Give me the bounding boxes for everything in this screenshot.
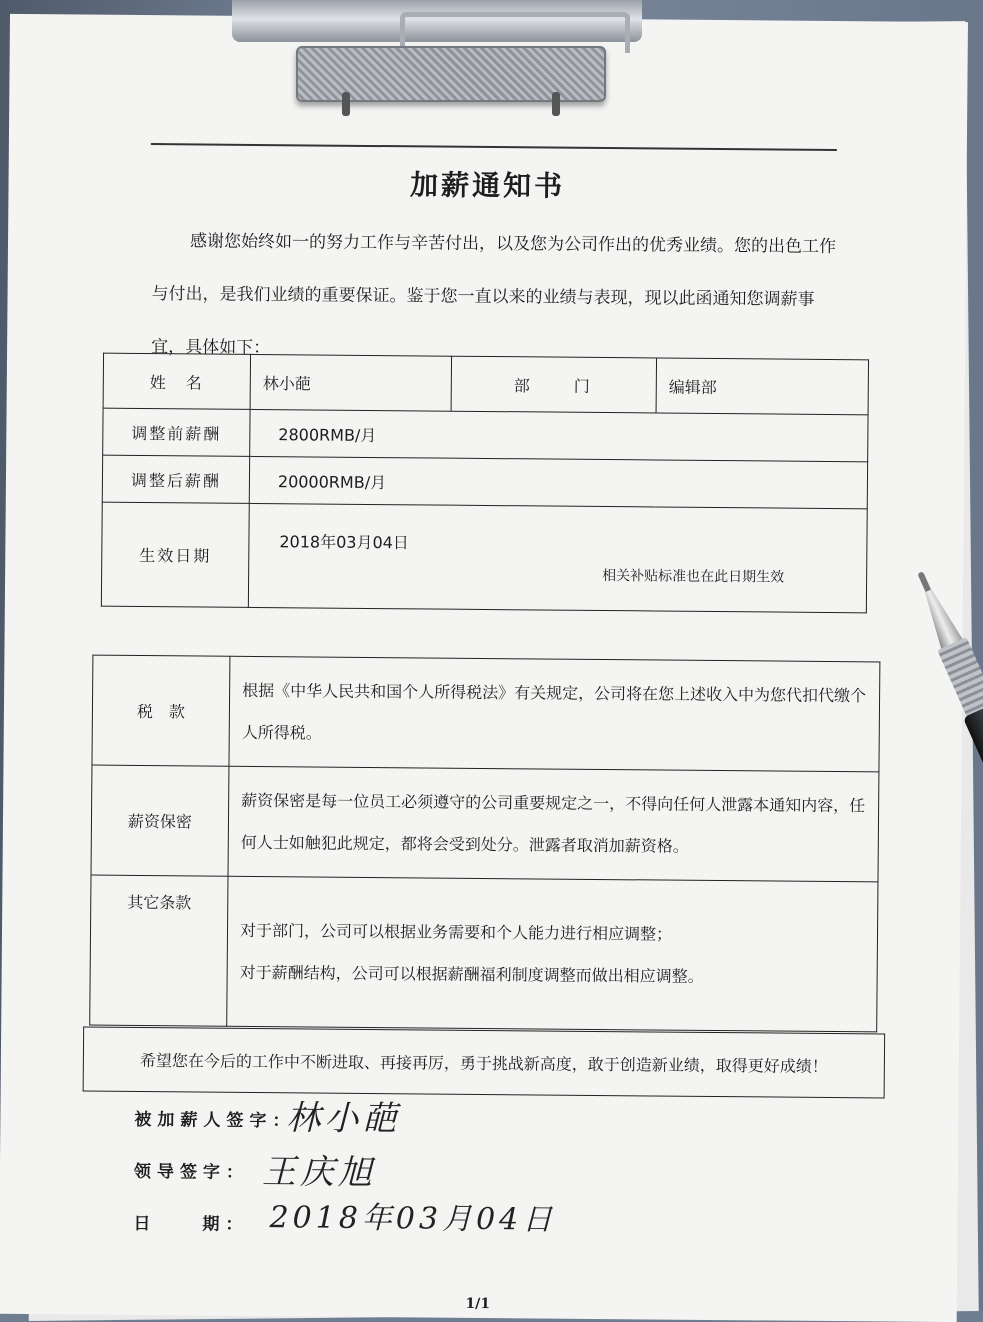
table-row [83,1027,885,1098]
terms-table [89,655,880,1033]
table-row [101,502,867,613]
before-label: 调整前薪酬 [103,408,250,456]
leader-signature: 王庆旭 [261,1152,377,1194]
intro-text: 感谢您始终如一的努力工作与辛苦付出，以及您为公司作出的优秀业绩。您的出色工作与付出，是我们业绩的重要保证。鉴于您一直以来的业绩与表现，现以此函通知您调薪事宜，具体如下： [151,231,837,359]
dept-value: 编辑部 [656,358,868,415]
before-value: 2800RMB/月 [250,409,868,461]
tax-text: 根据《中华人民共和国个人所得税法》有关规定，公司将在您上述收入中为您代扣代缴个人所得税。 [229,656,880,772]
secret-label: 薪资保密 [91,765,229,876]
closing-box [83,1026,886,1098]
table-row [103,353,868,415]
after-label: 调整后薪酬 [102,455,249,503]
other-label: 其它条款 [90,875,228,1026]
table-row [102,455,867,509]
date-label: 生效日期 [101,502,249,607]
table-row [91,765,879,882]
header-rule [151,143,837,151]
tax-label: 税 款 [92,655,230,766]
other-line-1: 对于部门，公司可以根据业务需要和个人能力进行相应调整； [239,920,673,944]
date-sign-label: 日 期： [133,1213,249,1235]
secret-text: 薪资保密是每一位员工必须遵守的公司重要规定之一，不得向任何人泄露本通知内容，任何人士如触犯此规定，都将会受到处分。泄露者取消加薪资格。 [228,766,879,882]
table-row [103,408,868,462]
leader-sign-label: 领导签字： [133,1161,249,1183]
after-value: 20000RMB/月 [249,456,867,508]
page-number: 1/1 [465,1295,491,1313]
employee-signature: 林小葩 [286,1098,401,1140]
employee-sign-label: 被加薪人签字： [134,1109,296,1132]
table-row [92,655,880,772]
table-row [90,875,878,1032]
other-cell [227,876,878,1032]
name-label: 姓 名 [103,353,250,409]
clip-rivet [552,92,560,116]
date-note: 相关补贴标准也在此日期生效 [602,568,785,586]
date-value: 2018年03月04日 [279,532,409,553]
date-cell [248,503,867,612]
date-signature: 2018年03月04日 [269,1200,557,1238]
clip-rivet [342,92,350,116]
other-line-2: 对于薪酬结构，公司可以根据薪酬福利制度调整而做出相应调整。 [239,962,704,986]
name-value: 林小葩 [250,354,451,411]
dept-label: 部 门 [451,356,656,413]
closing-text: 希望您在今后的工作中不断进取、再接再厉，勇于挑战新高度，敢于创造新业绩，取得更好成绩！ [83,1027,885,1098]
info-table [101,353,869,614]
notice-paper [0,14,968,1322]
document-title: 加薪通知书 [409,168,566,203]
